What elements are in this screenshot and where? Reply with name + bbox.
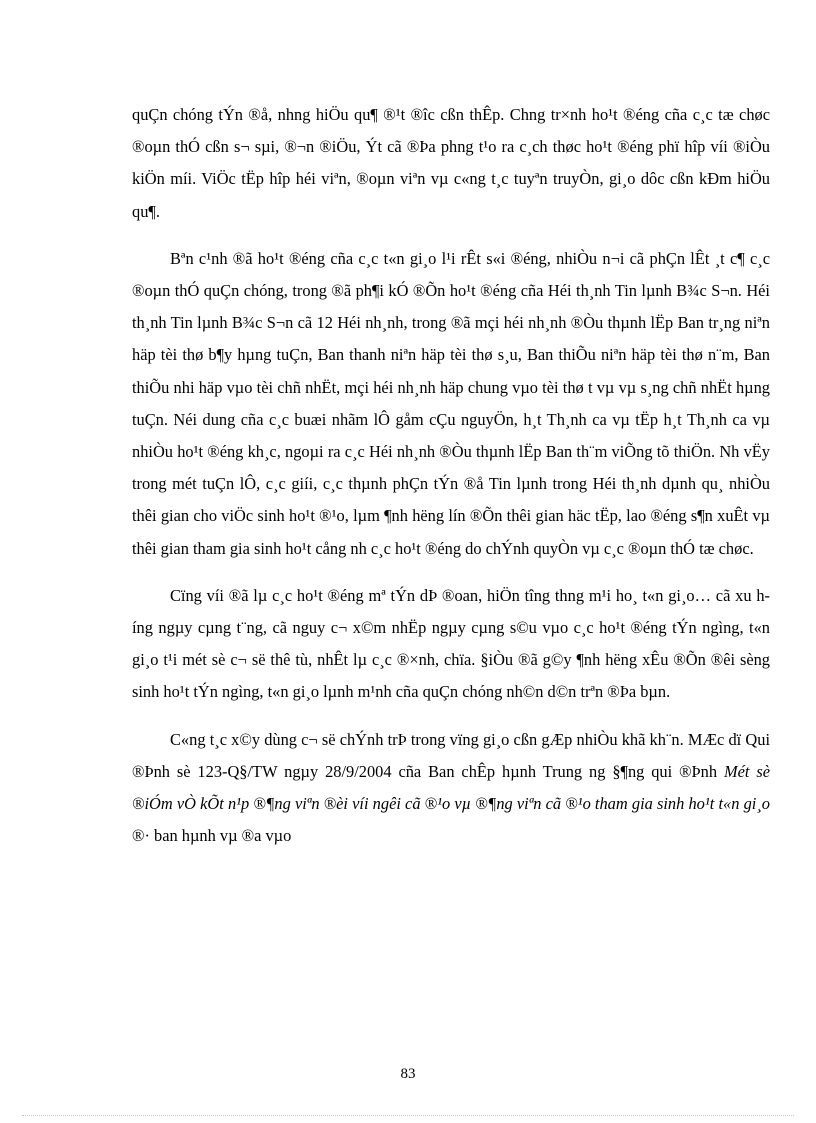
paragraph-3: Cïng víi ®ã lµ c¸c ho¹t ®éng mª tÝn dÞ ®oan, hiÖn tîng thng m¹i ho¸ t«n gi¸o… cã xu híng ngµy cµng t¨ng, cã nguy c¬ x©m nhËp ngµy cµng s©u vµo c¸c ho¹t ®éng tÝn ngìng, t«n gi¸o t¹i mét sè c¬ së thê tù, nhÊt lµ c¸c ®×nh, chïa. §iÒu ®ã g©y ¶nh hëng xÊu ®Õn ®êi sèng sinh ho¹t tÝn ngìng, t«n gi¸o lµnh m¹nh cña quÇn chóng nh©n d©n trªn ®Þa bµn.	[132, 585, 770, 702]
page-number: 83	[400, 1066, 416, 1082]
paragraph-4-text-end: ®· ban hµnh vµ ®a vµo	[132, 826, 292, 846]
paragraph-1: quÇn chóng tÝn ®å, nhng hiÖu qu¶ ®¹t ®îc cßn thÊp. Chng tr×nh ho¹t ®éng cña c¸c tæ chøc ®oµn thÓ cßn s¬ sµi, ®¬n ®iÖu, Ýt cã ®Þa phng t¹o ra c¸ch thøc ho¹t ®éng phï hîp víi ®iÒu kiÖn míi. ViÖc tËp hîp héi viªn, ®oµn viªn vµ c«ng t¸c tuyªn truyÒn, gi¸o dôc cßn kÐm hiÖu qu¶.	[132, 105, 770, 221]
footer-divider	[22, 1115, 794, 1116]
paragraph-2: Bªn c¹nh ®ã ho¹t ®éng cña c¸c t«n gi¸o l¹i rÊt s«i ®éng, nhiÒu n¬i cã phÇn lÊt ¸t c¶ c¸c ®oµn thÓ quÇn chóng, trong ®ã ph¶i kÓ ®Õn ho¹t ®éng cña Héi th¸nh Tin lµnh B¾c S¬n. Héi th¸nh Tin lµnh B¾c S¬n cã 12 Héi nh¸nh, trong ®ã mçi héi nh¸nh ®Òu thµnh lËp Ban tr¸ng niªn häp tèi thø b¶y hµng tuÇn, Ban thanh niªn häp tèi thø s¸u, Ban thiÕu niªn häp tèi thø n¨m, Ban thiÕu nhi häp vµo tèi chñ nhËt, mçi héi nh¸nh häp chung vµo tèi thø t vµ vµ s¸ng chñ nhËt hµng tuÇn. Néi dung cña c¸c buæi nhãm lÔ gåm cÇu nguyÖn, h¸t Th¸nh ca vµ tËp h¸t Th¸nh ca vµ nhiÒu ho¹t ®éng kh¸c, ngoµi ra c¸c Héi nh¸nh ®Òu thµnh lËp Ban th¨m viÕng tõ thiÖn. Nh vËy trong mét tuÇn lÔ, c¸c giíi, c¸c thµnh phÇn tÝn ®å Tin lµnh trong Héi th¸nh dµnh qu¸ nhiÒu thêi gian cho viÖc sinh ho¹t ®¹o, lµm ¶nh hëng lín ®Õn thêi gian häc tËp, lao ®éng s¶n xuÊt vµ thêi gian tham gia sinh ho¹t cång nh c¸c ho¹t ®éng do chÝnh quyÒn vµ c¸c ®oµn thÓ tæ chøc.	[132, 248, 770, 558]
paragraph-4-text-start: C«ng t¸c x©y dùng c¬ së chÝnh trÞ trong vïng gi¸o cßn gÆp nhiÒu khã kh¨n. MÆc dï Qui ®Þnh sè 123-Q§/TW ngµy 28/9/2004 cña Ban chÊp hµnh Trung ng §¶ng qui ®Þnh	[132, 729, 770, 781]
paragraph-4	[132, 724, 770, 853]
paragraph-4-italic-title: Mét sè ®iÓm vÒ kÕt n¹p ®¶ng viªn ®èi víi ngêi cã ®¹o vµ ®¶ng viªn cã ®¹o tham gia sinh ho¹t t«n gi¸o	[132, 761, 770, 814]
page-body	[132, 99, 770, 867]
